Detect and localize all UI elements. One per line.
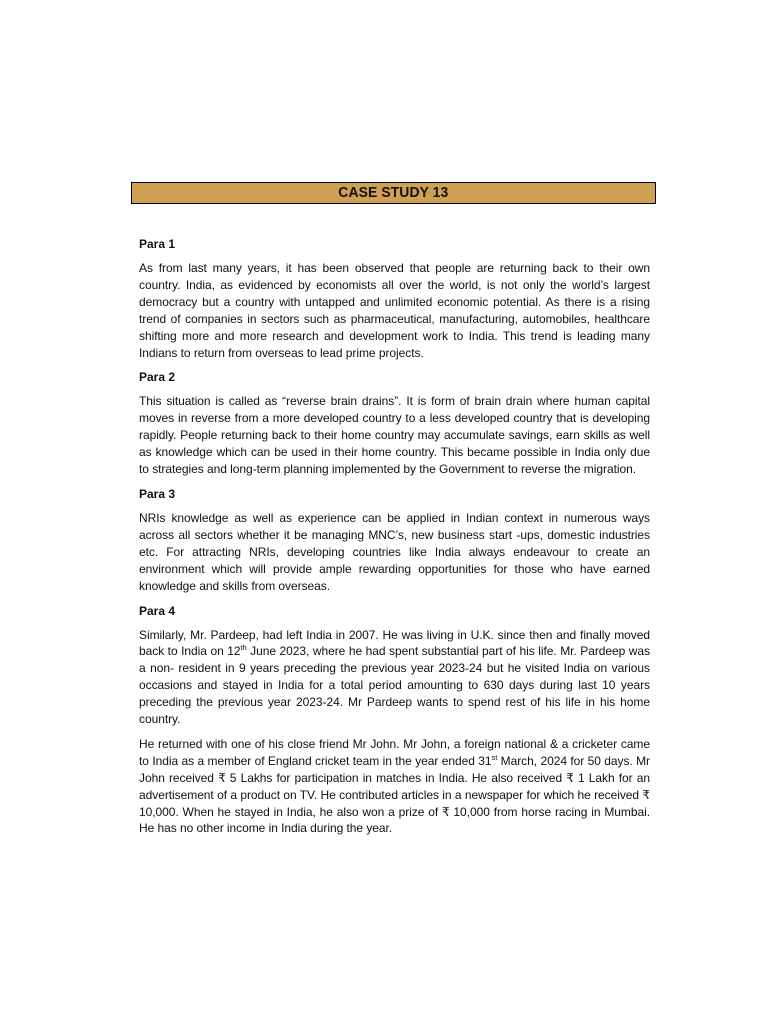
case-study-title-bar — [131, 182, 656, 204]
para-3-heading: Para 3 — [139, 486, 176, 501]
ordinal-suffix-th: th — [240, 643, 247, 653]
para-4b-text-part-1: He returned with one of his close friend Mr John. Mr John, a foreign national & a cricketer came to India as a member of England cricket team in the year ended 31 — [139, 736, 650, 768]
para-4-heading: Para 4 — [139, 603, 176, 618]
para-4-continuation-text — [139, 736, 650, 837]
para-1-text: As from last many years, it has been observed that people are returning back to their own country. India, as evidenced by economists all over the world, is not only the world’s largest democracy but a country with untapped and unlimited economic potential. As there is a rising trend of companies in sectors such as pharmaceutical, manufacturing, automobiles, healthcare shifting more and more research and development work to India. This trend is leading many Indians to return from overseas to lead prime projects. — [139, 261, 650, 360]
para-2-text: This situation is called as “reverse brain drains”. It is form of brain drain where human capital moves in reverse from a more developed country to a less developed country that is developing rapidly. People returning back to their home country may accumulate savings, earn skills as well as knowledge which can be used in their home country. This became possible in India only due to strategies and long-term planning implemented by the Government to reverse the migration. — [139, 394, 650, 477]
ordinal-suffix-st: st — [491, 752, 498, 762]
para-1-heading: Para 1 — [139, 237, 176, 251]
para-4b-text-part-2: March, 2024 for 50 days. Mr John received ₹ 5 Lakhs for participation in matches in India. He also received ₹ 1 Lakh for an advertisement of a product on TV. He contributed articles in a newspaper for which he received ₹ 10,000. When he stayed in India, he also won a prize of ₹ 10,000 from horse racing in Mumbai. He has no other income in India during the year. — [139, 753, 650, 836]
para-4-text-part-1: Similarly, Mr. Pardeep, had left India in 2007. He was living in U.K. since then and finally moved back to India on 12 — [139, 627, 650, 659]
page-title: CASE STUDY 13 — [338, 185, 449, 201]
para-2-heading: Para 2 — [139, 370, 176, 385]
document-body — [139, 236, 650, 845]
para-3-text: NRIs knowledge as well as experience can be applied in Indian context in numerous ways across all sectors whether it be managing MNC’s, new business start -ups, domestic industries etc. For attracting NRIs, developing countries like India always endeavour to create an environment which will provide ample rewarding opportunities for those who have earned knowledge and skills from overseas. — [139, 510, 650, 593]
para-4-text-part-2: June 2023, where he had spent substantial part of his life. Mr. Pardeep was a non- resident in 9 years preceding the previous year 2023-24 but he visited India on various occasions and stayed in India for a total period amounting to 630 days during last 10 years preceding the previous year 2023-24. Mr Pardeep wants to spend rest of his life in his home country. — [139, 644, 650, 727]
para-4-text — [139, 627, 650, 728]
